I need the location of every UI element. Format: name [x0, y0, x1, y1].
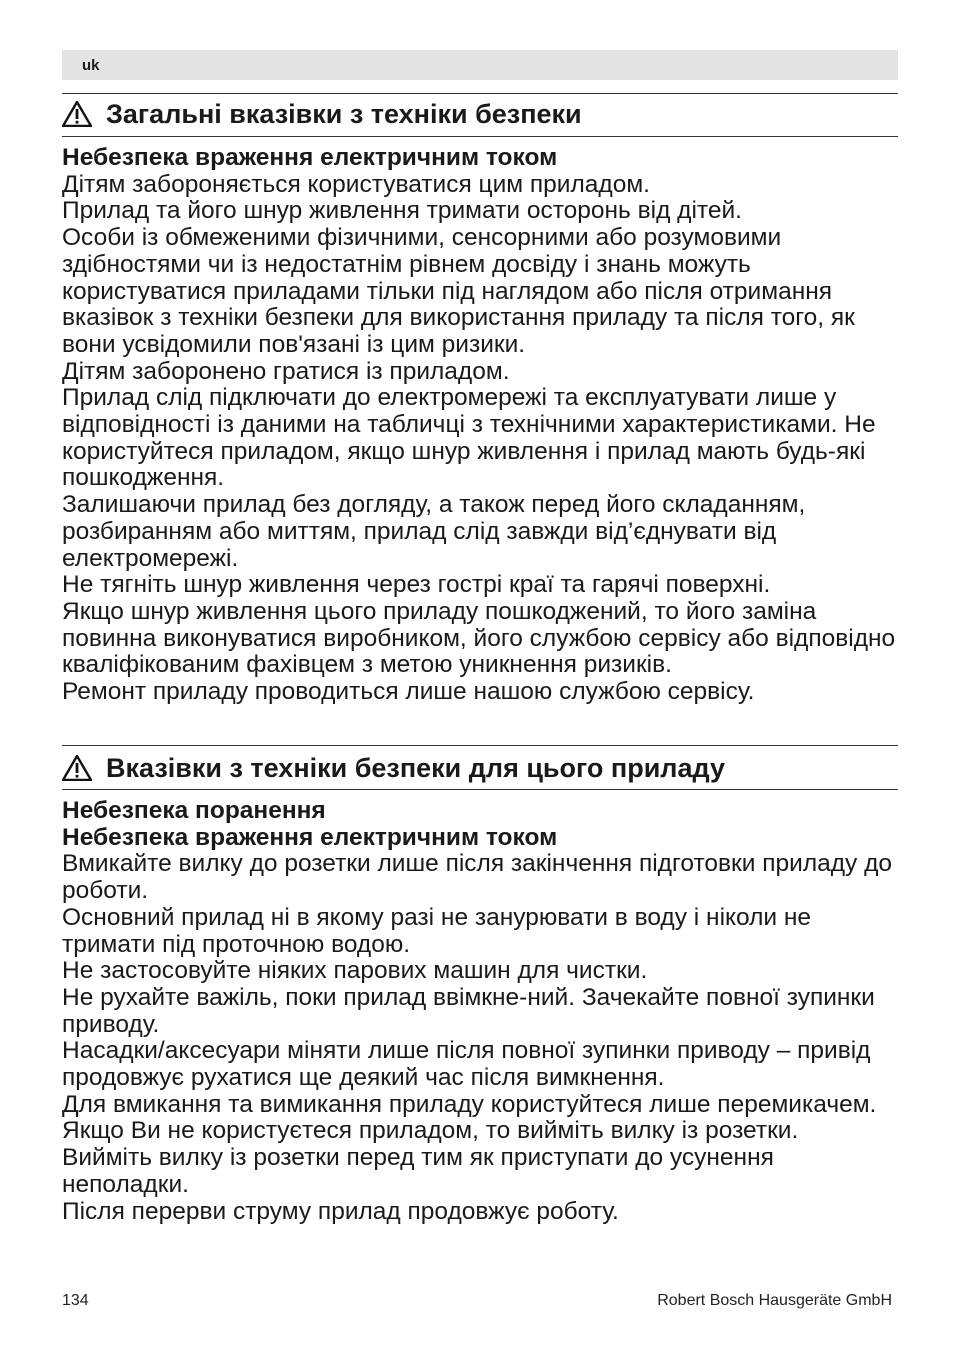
hazard-label: Небезпека враження електричним током	[62, 823, 558, 851]
paragraph: Не тягніть шнур живлення через гострі краї та гарячі поверхні.	[62, 571, 771, 599]
paragraph: Для вмикання та вимикання приладу користуйтеся лише перемикачем.	[62, 1090, 877, 1118]
section-title: Вказівки з техніки безпеки для цього приладу	[106, 753, 725, 783]
paragraph: Прилад та його шнур живлення тримати осторонь від дітей.	[62, 197, 742, 225]
paragraph: Не рухайте важіль, поки прилад ввімкне-ний. Зачекайте повної зупинки приводу.	[62, 983, 875, 1038]
paragraph: Вийміть вилку із розетки перед тим як приступати до усунення неполадки.	[62, 1144, 774, 1198]
section-divider	[62, 789, 898, 790]
section-divider	[62, 93, 898, 94]
paragraph: Ремонт приладу проводиться лише нашою службою сервісу.	[62, 678, 755, 706]
section-body-general-safety	[62, 145, 898, 706]
section-heading-general-safety	[62, 97, 898, 131]
section-heading-appliance-safety	[62, 751, 898, 785]
paragraph: Особи із обмеженими фізичними, сенсорними або розумовими здібностями чи із недостатнім рівнем досвіду і знань можуть користуватися приладами тільки під наглядом або після отримання вказівок з техніки безпеки для використання приладу та після того, як вони усвідомили пов'язані із цим ризики.	[62, 224, 855, 358]
paragraph: Якщо шнур живлення цього приладу пошкоджений, то його заміна повинна виконуватися виробником, його службою сервісу або відповідно кваліфікованим фахівцем з метою уникнення ризиків.	[62, 597, 896, 679]
section-title: Загальні вказівки з техніки безпеки	[106, 99, 582, 129]
paragraph: Прилад слід підключати до електромережі та експлуатувати лише у відповідності із даними на табличці з технічними характеристиками. Не користуйтеся приладом, якщо шнур живлення і прилад мають будь-які пошкодження.	[62, 384, 876, 492]
language-bar	[62, 50, 898, 80]
paragraph: Вмикайте вилку до розетки лише після закінчення підготовки приладу до роботи.	[62, 850, 893, 905]
section-body-appliance-safety	[62, 798, 898, 1225]
paragraph: Основний прилад ні в якому разі не занурювати в воду і ніколи не тримати під проточною водою.	[62, 903, 812, 958]
paragraph: Дітям забороняється користуватися цим приладом.	[62, 170, 650, 198]
language-code: uk	[82, 57, 100, 74]
paragraph: Якщо Ви не користуєтеся приладом, то вийміть вилку із розетки.	[62, 1117, 799, 1145]
warning-icon	[62, 101, 92, 127]
paragraph: Залишаючи прилад без догляду, а також перед його складанням, розбиранням або миттям, прилад слід завжди від’єднувати від електромережі.	[62, 491, 806, 572]
warning-icon	[62, 755, 92, 781]
hazard-label: Небезпека враження електричним током	[62, 144, 558, 171]
page-number: 134	[62, 1292, 89, 1309]
paragraph: Дітям заборонено гратися із приладом.	[62, 357, 510, 385]
paragraph: Насадки/аксесуари міняти лише після повної зупинки приводу – привід продовжує рухатися ще деякий час після вимкнення.	[62, 1037, 871, 1092]
paragraph: Не застосовуйте ніяких парових машин для чистки.	[62, 957, 648, 985]
company-name: Robert Bosch Hausgeräte GmbH	[657, 1292, 892, 1309]
hazard-label: Небезпека поранення	[62, 797, 326, 824]
section-divider	[62, 136, 898, 137]
section-divider	[62, 745, 898, 746]
paragraph: Після перерви струму прилад продовжує роботу.	[62, 1197, 619, 1225]
